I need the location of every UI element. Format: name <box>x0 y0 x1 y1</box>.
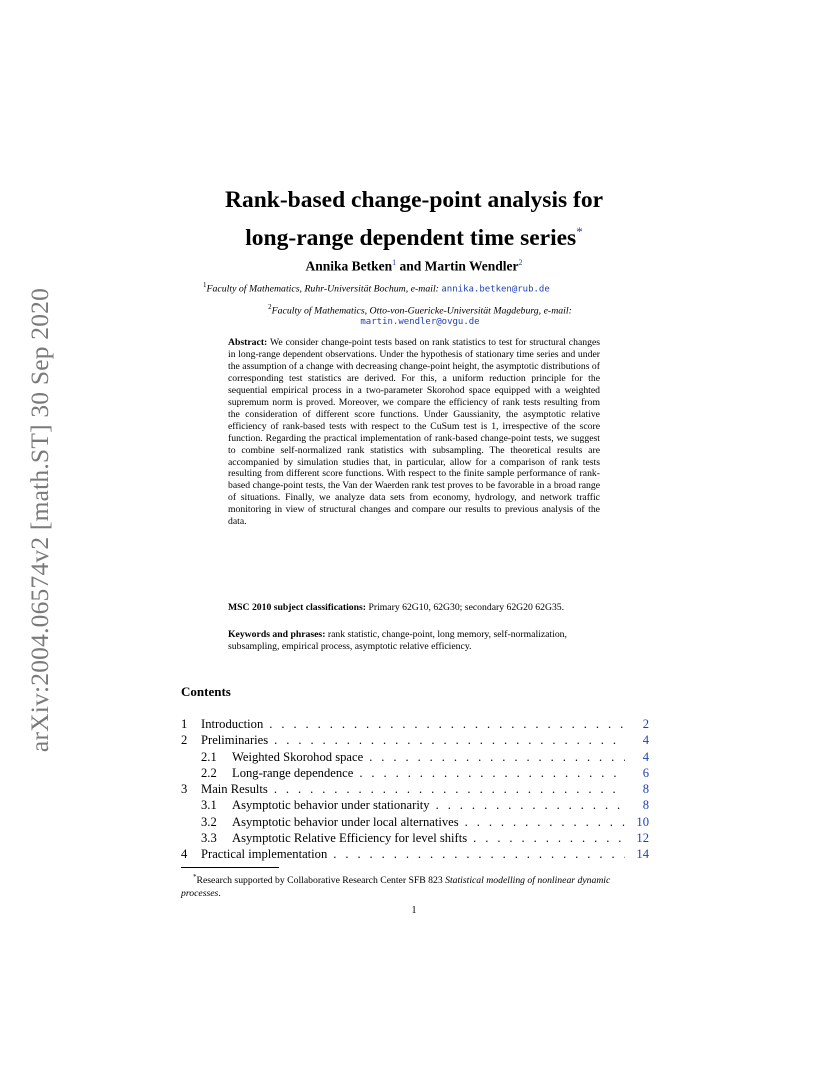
toc-entry-page-link[interactable]: 12 <box>636 831 649 846</box>
contents-heading: Contents <box>181 684 231 699</box>
arxiv-identifier: arXiv:2004.06574v2 [math.ST] 30 Sep 2020 <box>25 287 54 753</box>
footnote-end: . <box>218 887 221 899</box>
keywords-text: rank statistic, change-point, long memory, self-normalization, subsampling, empirical process, asymptotic relative efficiency. <box>228 629 567 652</box>
toc-entry-number: 2 <box>181 733 188 748</box>
affiliation-1-text: Faculty of Mathematics, Ruhr-Universität Bochum, e-mail: <box>206 283 439 295</box>
affiliation-1-email[interactable]: annika.betken@rub.de <box>441 284 550 295</box>
toc-entry-title: Asymptotic behavior under local alternatives <box>232 814 459 829</box>
toc-subentry[interactable] <box>181 797 649 813</box>
toc-leader-dots <box>359 765 625 781</box>
affiliation-2-email[interactable]: martin.wendler@ovgu.de <box>360 317 480 328</box>
toc-entry-page-link[interactable]: 6 <box>642 765 649 780</box>
affiliation-2-text: Faculty of Mathematics, Otto-von-Guericke-Universität Magdeburg, e-mail: <box>271 305 572 317</box>
toc-entry-page-link[interactable]: 8 <box>642 798 649 813</box>
toc-entry-title: Introduction <box>201 717 264 731</box>
toc-entry-number: 4 <box>181 847 188 862</box>
footnote-italic-text: Statistical modelling of nonlinear dynamic processes <box>181 875 611 899</box>
toc-leader-dots <box>269 716 625 732</box>
toc-leader-dots <box>436 797 625 813</box>
affiliation-1-marker: 1 <box>203 281 207 289</box>
abstract <box>228 337 600 528</box>
toc-entry-title: Practical implementation <box>201 847 328 862</box>
toc-subentry[interactable] <box>181 830 649 846</box>
toc-entry-number: 3 <box>181 782 188 797</box>
author-2-affil-link[interactable]: 2 <box>518 258 523 267</box>
keywords-label: Keywords and phrases: <box>228 629 326 640</box>
keywords <box>228 629 604 653</box>
affiliation-2-marker: 2 <box>268 303 272 311</box>
toc-entry[interactable] <box>181 716 649 732</box>
toc-leader-dots <box>369 749 625 765</box>
toc-entry-title: Long-range dependence <box>232 765 354 780</box>
toc-leader-dots <box>274 732 625 748</box>
toc-entry-title: Main Results <box>201 782 268 797</box>
toc-leader-dots <box>465 814 625 830</box>
toc-entry-title: Asymptotic Relative Efficiency for level shifts <box>232 831 468 846</box>
title-line-2 <box>160 216 668 254</box>
footnote-marker: * <box>193 873 197 881</box>
msc-classification <box>228 602 600 614</box>
toc-entry-number: 2.2 <box>201 765 217 780</box>
toc-entry-number: 3.1 <box>201 798 217 813</box>
msc-label: MSC 2010 subject classifications: <box>228 602 367 613</box>
toc-entry-title: Asymptotic behavior under stationarity <box>232 798 430 813</box>
toc-entry-page-link[interactable]: 4 <box>642 749 649 764</box>
title-line-2-text: long-range dependent time series <box>245 224 577 251</box>
author-2: Martin Wendler <box>424 258 519 274</box>
title-line-1: Rank-based change-point analysis for <box>224 187 604 213</box>
toc-leader-dots <box>473 830 625 846</box>
toc-entry-page-link[interactable]: 14 <box>636 847 649 862</box>
author-connector: and <box>399 258 422 274</box>
toc-entry-number: 3.2 <box>201 814 217 829</box>
toc-leader-dots <box>274 781 625 797</box>
toc-entry-number: 1 <box>181 717 188 731</box>
toc-leader-dots <box>333 846 625 862</box>
toc-subentry[interactable] <box>181 749 649 765</box>
toc-entry-title: Preliminaries <box>201 733 269 748</box>
toc-entry-page-link[interactable]: 8 <box>642 782 649 797</box>
title-footnote-link[interactable]: * <box>576 224 583 239</box>
toc-entry-number: 2.1 <box>201 749 217 764</box>
toc-subentry[interactable] <box>181 814 649 830</box>
toc-entry[interactable] <box>181 781 649 797</box>
toc-entry[interactable] <box>181 732 649 748</box>
affiliation-2 <box>220 303 620 327</box>
toc-entry-number: 3.3 <box>201 831 217 846</box>
toc-subentry[interactable] <box>181 765 649 781</box>
msc-text: Primary 62G10, 62G30; secondary 62G20 62G35. <box>368 602 565 613</box>
toc-entry-page-link[interactable]: 10 <box>636 814 649 829</box>
toc-entry-page-link[interactable]: 2 <box>642 717 649 731</box>
footnote-text: Research supported by Collaborative Research Center SFB 823 <box>196 875 443 887</box>
footnote-divider <box>181 867 279 868</box>
affiliation-1 <box>203 281 643 294</box>
footnote <box>181 871 649 900</box>
abstract-label: Abstract: <box>228 337 268 348</box>
page-number: 1 <box>411 905 417 916</box>
abstract-text: We consider change-point tests based on rank statistics to test for structural changes in long-range dependent observations. Under the hypothesis of stationary time series and under the assumption of a change with decreasing change-point height, the asymptotic distributions of corresponding test statistics are derived. For this, a uniform reduction principle for the sequential empirical process in a two-parameter Skorohod space equipped with a weighted supremum norm is proved. Moreover, we compare the efficiency of rank tests resulting from the consideration of different score functions. Under Gaussianity, the asymptotic relative efficiency of rank-based tests with respect to the CuSum test is 1, irrespective of the score function. Regarding the practical implementation of rank-based change-point tests, we suggest to combine self-normalized rank statistics with subsampling. The theoretical results are accompanied by simulation studies that, in particular, allow for a comparison of rank tests resulting from different score functions. With respect to the finite sample performance of rank-based change-point tests, the Van der Waerden rank test proves to be favorable in a broad range of situations. Finally, we analyze data sets from economy, hydrology, and network traffic monitoring in view of structural changes and compare our results to previous analysis of the data. <box>228 337 601 528</box>
toc-entry[interactable] <box>181 846 649 862</box>
toc-entry-page-link[interactable]: 4 <box>642 733 649 748</box>
table-of-contents <box>181 716 649 863</box>
author-list <box>160 258 668 275</box>
paper-title <box>160 185 668 254</box>
toc-entry-title: Weighted Skorohod space <box>232 749 364 764</box>
author-1: Annika Betken <box>305 258 393 274</box>
author-1-affil-link[interactable]: 1 <box>392 258 397 267</box>
